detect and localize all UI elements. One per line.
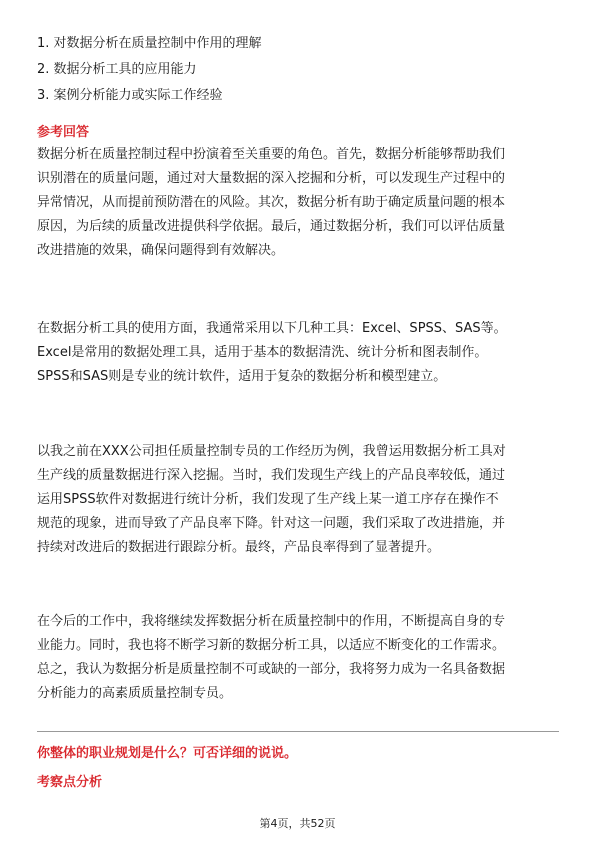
list-item: 2. 数据分析工具的应用能力 — [37, 62, 197, 77]
answer-paragraph-4 — [37, 610, 559, 706]
paragraph-line: Excel是常用的数据处理工具，适用于基本的数据清洗、统计分析和图表制作。 — [37, 345, 488, 360]
section-divider — [37, 731, 559, 732]
paragraph-line: 异常情况，从而提前预防潜在的风险。其次，数据分析有助于确定质量问题的根本 — [37, 195, 506, 210]
paragraph-line: 分析能力的高素质质量控制专员。 — [37, 686, 233, 701]
answer-paragraph-2 — [37, 317, 559, 389]
paragraph-line: 改进措施的效果，确保问题得到有效解决。 — [37, 243, 285, 258]
analysis-heading: 考察点分析 — [37, 775, 103, 790]
paragraph-line: 识别潜在的质量问题，通过对大量数据的深入挖掘和分析，可以发现生产过程中的 — [37, 171, 506, 186]
next-question: 你整体的职业规划是什么？可否详细的说说。 — [37, 746, 298, 761]
paragraph-line: 规范的现象，进而导致了产品良率下降。针对这一问题，我们采取了改进措施，并 — [37, 516, 506, 531]
paragraph-line: 数据分析在质量控制过程中扮演着至关重要的角色。首先，数据分析能够帮助我们 — [37, 147, 506, 162]
paragraph-line: 运用SPSS软件对数据进行统计分析，我们发现了生产线上某一道工序存在操作不 — [37, 492, 499, 507]
paragraph-line: 生产线的质量数据进行深入挖掘。当时，我们发现生产线上的产品良率较低，通过 — [37, 468, 506, 483]
list-item: 1. 对数据分析在质量控制中作用的理解 — [37, 36, 262, 51]
paragraph-line: 业能力。同时，我也将不断学习新的数据分析工具，以适应不断变化的工作需求。 — [37, 638, 506, 653]
answer-paragraph-1 — [37, 143, 559, 263]
paragraph-line: 原因，为后续的质量改进提供科学依据。最后，通过数据分析，我们可以评估质量 — [37, 219, 506, 234]
answer-paragraph-3 — [37, 440, 559, 560]
list-item: 3. 案例分析能力或实际工作经验 — [37, 88, 223, 103]
answer-heading: 参考回答 — [37, 125, 90, 140]
paragraph-line: SPSS和SAS则是专业的统计软件，适用于复杂的数据分析和模型建立。 — [37, 369, 447, 384]
paragraph-line: 持续对改进后的数据进行跟踪分析。最终，产品良率得到了显著提升。 — [37, 540, 441, 555]
paragraph-line: 在今后的工作中，我将继续发挥数据分析在质量控制中的作用，不断提高自身的专 — [37, 614, 506, 629]
page-footer: 第4页，共52页 — [259, 817, 336, 830]
evaluation-points-list — [37, 31, 557, 109]
paragraph-line: 总之，我认为数据分析是质量控制不可或缺的一部分，我将努力成为一名具备数据 — [37, 662, 506, 677]
paragraph-line: 以我之前在XXX公司担任质量控制专员的工作经历为例，我曾运用数据分析工具对 — [37, 444, 506, 459]
paragraph-line: 在数据分析工具的使用方面，我通常采用以下几种工具：Excel、SPSS、SAS等。 — [37, 321, 507, 336]
